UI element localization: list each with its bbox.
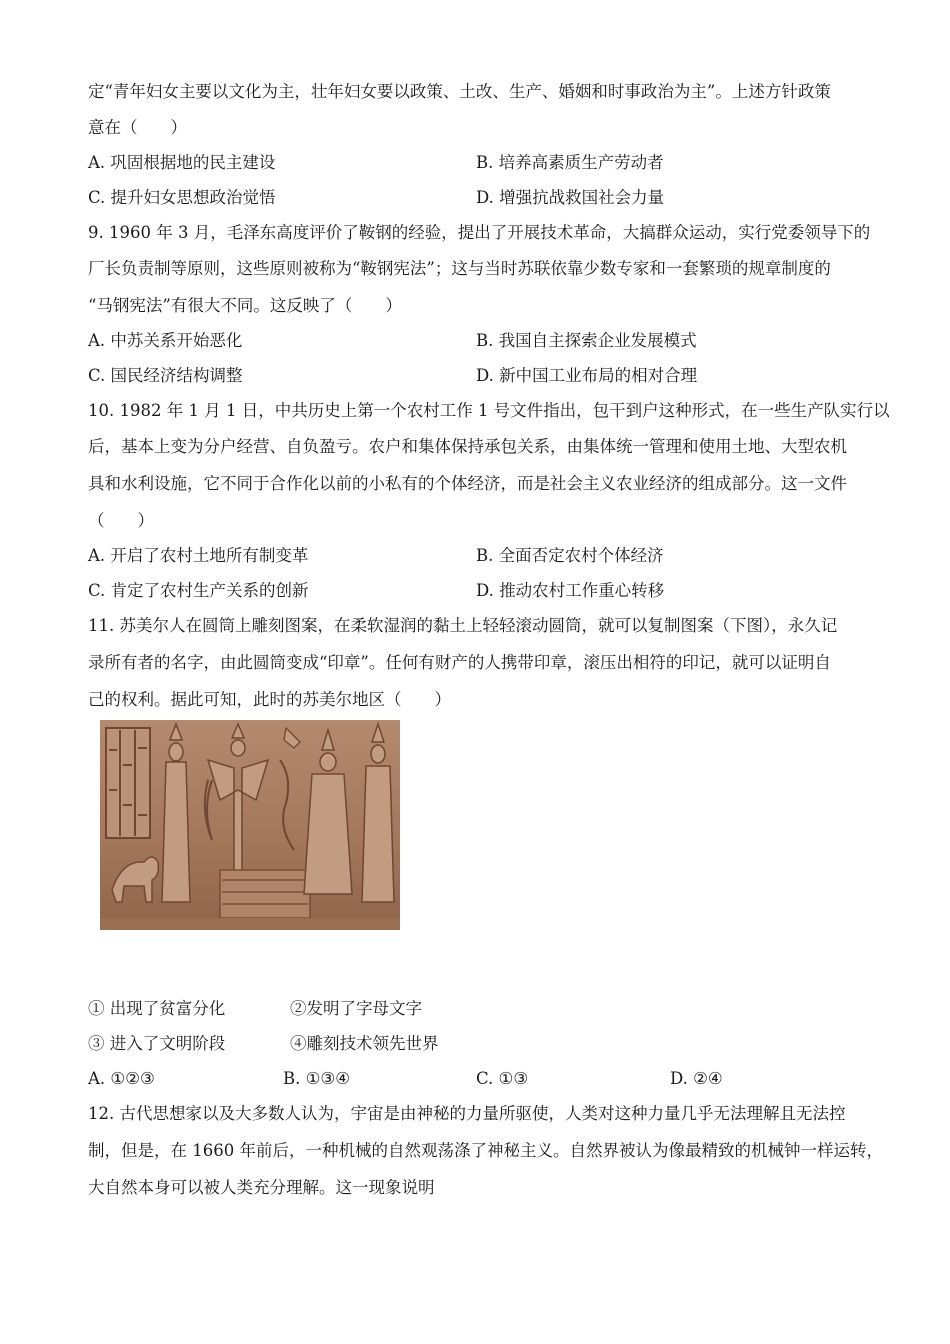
q12-line-3: 大自然本身可以被人类充分理解。这一现象说明 xyxy=(88,1178,435,1197)
intro-option-d: D. 增强抗战救国社会力量 xyxy=(476,188,665,207)
sumerian-cylinder-seal-image xyxy=(100,720,400,930)
q9-option-a: A. 中苏关系开始恶化 xyxy=(88,331,243,350)
q10-line-1: 10. 1982 年 1 月 1 日，中共历史上第一个农村工作 1 号文件指出，包干到户这种形式，在一些生产队实行以 xyxy=(88,401,890,420)
q11-line-3: 己的权利。据此可知，此时的苏美尔地区（ ） xyxy=(88,690,451,709)
q11-item-4: ④雕刻技术领先世界 xyxy=(290,1034,439,1053)
q11-option-b: B. ①③④ xyxy=(283,1069,350,1088)
q11-line-1: 11. 苏美尔人在圆筒上雕刻图案，在柔软湿润的黏土上轻轻滚动圆筒，就可以复制图案（下图），永久记 xyxy=(88,616,838,635)
q10-line-2: 后，基本上变为分户经营、自负盈亏。农户和集体保持承包关系，由集体统一管理和使用土地、大型农机 xyxy=(88,437,847,456)
q10-line-4: （ ） xyxy=(88,511,154,530)
q9-option-b: B. 我国自主探索企业发展模式 xyxy=(476,331,697,350)
q9-line-3: “马钢宪法”有很大不同。这反映了（ ） xyxy=(88,296,402,315)
q12-line-1: 12. 古代思想家以及大多数人认为，宇宙是由神秘的力量所驱使，人类对这种力量几乎无法理解且无法控 xyxy=(88,1104,846,1123)
intro-option-c: C. 提升妇女思想政治觉悟 xyxy=(88,188,276,207)
q11-option-d: D. ②④ xyxy=(670,1069,723,1088)
q11-item-2: ②发明了字母文字 xyxy=(290,999,422,1018)
q10-option-b: B. 全面否定农村个体经济 xyxy=(476,546,664,565)
q12-line-2: 制，但是，在 1660 年前后，一种机械的自然观荡涤了神秘主义。自然界被认为像最精致的机械钟一样运转， xyxy=(88,1141,883,1160)
intro-option-a: A. 巩固根据地的民主建设 xyxy=(88,153,276,172)
q11-option-a: A. ①②③ xyxy=(88,1069,155,1088)
q11-line-2: 录所有者的名字，由此圆筒变成“印章”。任何有财产的人携带印章，滚压出相符的印记，就可以证明自 xyxy=(88,653,831,672)
q9-line-2: 厂长负责制等原则，这些原则被称为“鞍钢宪法”；这与当时苏联依靠少数专家和一套繁琐的规章制度的 xyxy=(88,259,831,278)
q11-option-c: C. ①③ xyxy=(476,1069,529,1088)
q9-option-c: C. 国民经济结构调整 xyxy=(88,366,243,385)
q10-line-3: 具和水利设施，它不同于合作化以前的小私有的个体经济，而是社会主义农业经济的组成部分。这一文件 xyxy=(88,474,847,493)
q11-item-1: ① 出现了贫富分化 xyxy=(88,999,226,1018)
q11-item-3: ③ 进入了文明阶段 xyxy=(88,1034,226,1053)
intro-option-b: B. 培养高素质生产劳动者 xyxy=(476,153,664,172)
q10-option-a: A. 开启了农村土地所有制变革 xyxy=(88,546,309,565)
q9-option-d: D. 新中国工业布局的相对合理 xyxy=(476,366,698,385)
q10-option-c: C. 肯定了农村生产关系的创新 xyxy=(88,581,309,600)
q10-option-d: D. 推动农村工作重心转移 xyxy=(476,581,665,600)
q9-line-1: 9. 1960 年 3 月，毛泽东高度评价了鞍钢的经验，提出了开展技术革命，大搞群众运动，实行党委领导下的 xyxy=(88,223,871,242)
intro-line-2: 意在（ ） xyxy=(88,118,187,137)
intro-line-1: 定“青年妇女主要以文化为主，壮年妇女要以政策、土改、生产、婚姻和时事政治为主”。上述方针政策 xyxy=(88,82,831,101)
